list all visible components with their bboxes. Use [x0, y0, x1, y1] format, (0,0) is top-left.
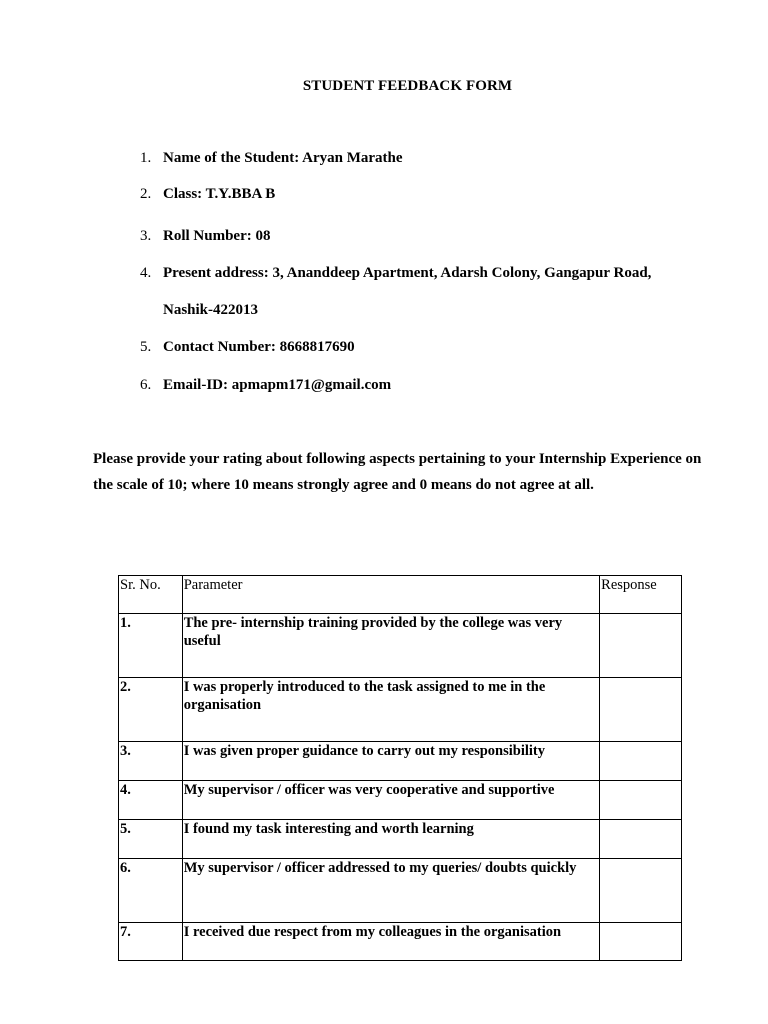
- item-number: 6.: [140, 377, 152, 393]
- form-title: STUDENT FEEDBACK FORM: [302, 78, 513, 94]
- table-row: [119, 820, 682, 859]
- response-cell[interactable]: [600, 678, 682, 742]
- table-header-row: [119, 576, 682, 614]
- roll-number-text: Roll Number: 08: [163, 228, 271, 244]
- response-cell[interactable]: [600, 781, 682, 820]
- roll-number-item: [140, 228, 271, 245]
- student-name-text: Name of the Student: Aryan Marathe: [163, 150, 403, 166]
- table-row: [119, 923, 682, 961]
- class-item: [140, 186, 275, 203]
- parameter-cell: My supervisor / officer addressed to my queries/ doubts quickly: [182, 859, 599, 923]
- item-number: 4.: [140, 265, 152, 281]
- instructions-line-1: Please provide your rating about following aspects pertaining to your Internship Experience on: [93, 451, 702, 467]
- parameter-cell: I received due respect from my colleagues in the organisation: [182, 923, 599, 961]
- sr-no-cell: 5.: [119, 820, 183, 859]
- contact-number-item: [140, 339, 355, 356]
- item-number: 1.: [140, 150, 152, 166]
- response-cell[interactable]: [600, 859, 682, 923]
- student-name-item: [140, 150, 403, 167]
- class-text: Class: T.Y.BBA B: [163, 186, 276, 202]
- sr-no-cell: 6.: [119, 859, 183, 923]
- sr-no-cell: 2.: [119, 678, 183, 742]
- parameter-cell: I was given proper guidance to carry out my responsibility: [182, 742, 599, 781]
- address-text: Present address: 3, Ananddeep Apartment, Adarsh Colony, Gangapur Road,: [163, 265, 652, 281]
- header-parameter: Parameter: [182, 576, 599, 614]
- sr-no-cell: 3.: [119, 742, 183, 781]
- address-continuation: Nashik-422013: [163, 302, 259, 318]
- parameter-cell: My supervisor / officer was very cooperative and supportive: [182, 781, 599, 820]
- email-text: Email-ID: apmapm171@gmail.com: [163, 377, 392, 393]
- table-row: [119, 678, 682, 742]
- item-number: 5.: [140, 339, 152, 355]
- table-row: [119, 859, 682, 923]
- parameter-cell: I found my task interesting and worth learning: [182, 820, 599, 859]
- sr-no-cell: 1.: [119, 614, 183, 678]
- parameter-cell: The pre- internship training provided by the college was very useful: [182, 614, 599, 678]
- instructions-line-2: the scale of 10; where 10 means strongly agree and 0 means do not agree at all.: [93, 477, 594, 493]
- header-response: Response: [600, 576, 682, 614]
- item-number: 2.: [140, 186, 152, 202]
- sr-no-cell: 7.: [119, 923, 183, 961]
- response-cell[interactable]: [600, 923, 682, 961]
- email-item: [140, 377, 391, 394]
- table-row: [119, 781, 682, 820]
- item-number: 3.: [140, 228, 152, 244]
- table-row: [119, 742, 682, 781]
- sr-no-cell: 4.: [119, 781, 183, 820]
- table-row: [119, 614, 682, 678]
- header-sr-no: Sr. No.: [119, 576, 183, 614]
- feedback-table: [118, 575, 682, 961]
- contact-number-text: Contact Number: 8668817690: [163, 339, 355, 355]
- address-item: [140, 265, 651, 282]
- response-cell[interactable]: [600, 614, 682, 678]
- parameter-cell: I was properly introduced to the task assigned to me in the organisation: [182, 678, 599, 742]
- response-cell[interactable]: [600, 742, 682, 781]
- response-cell[interactable]: [600, 820, 682, 859]
